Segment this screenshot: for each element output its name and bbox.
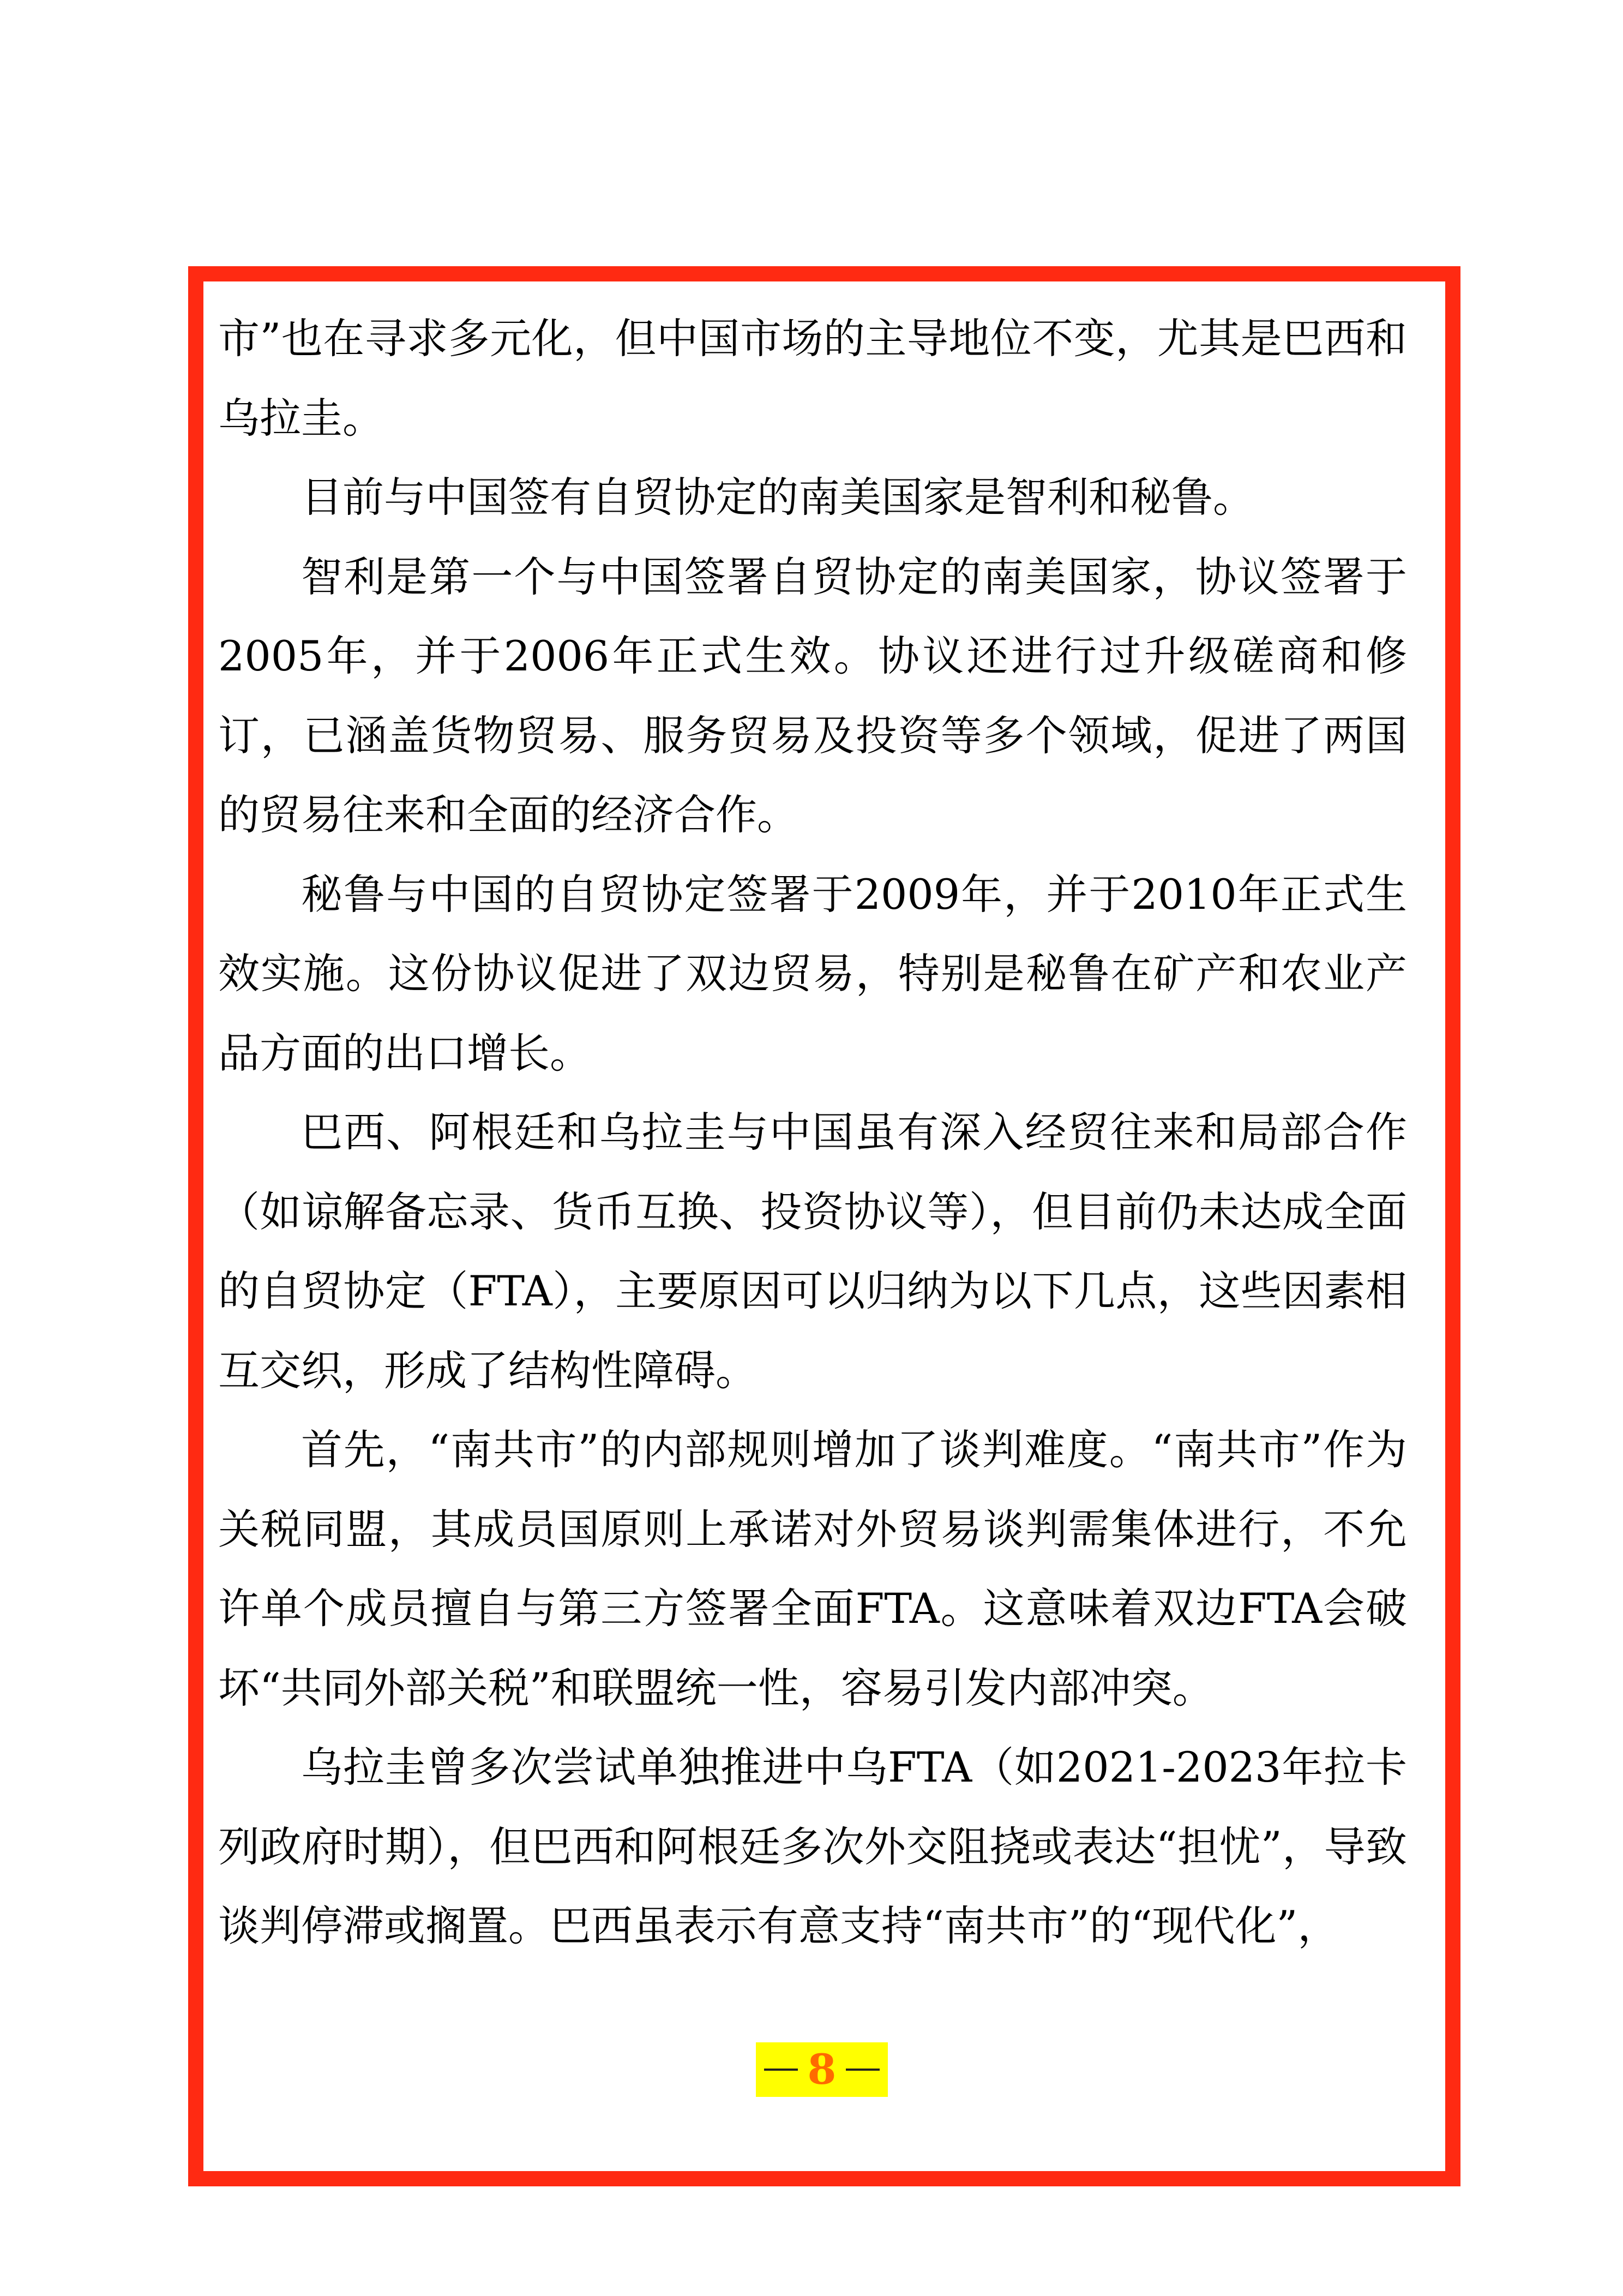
paragraph: 首先，“南共市”的内部规则增加了谈判难度。“南共市”作为关税同盟，其成员国原则上承诺对外贸易谈判需集体进行，不允许单个成员擅自与第三方签署全面FTA。这意味着双边FTA会破坏“共同外部关税”和联盟统一性，容易引发内部冲突。 [218,1425,1407,1712]
page-number: 8 [807,2045,837,2094]
paragraph: 秘鲁与中国的自贸协定签署于2009年，并于2010年正式生效实施。这份协议促进了双边贸易，特别是秘鲁在矿产和农业产品方面的出口增长。 [218,870,1407,1077]
paragraph-continuation: 市”也在寻求多元化，但中国市场的主导地位不变，尤其是巴西和乌拉圭。 [218,314,1407,442]
paragraph: 目前与中国签有自贸协定的南美国家是智利和秘鲁。 [301,473,1254,521]
page-number-right-dash [846,2069,880,2071]
page-number-left-dash [764,2069,798,2071]
paragraph: 智利是第一个与中国签署自贸协定的南美国家，协议签署于2005年，并于2006年正式生效。协议还进行过升级磋商和修订，已涵盖货物贸易、服务贸易及投资等多个领域，促进了两国的贸易往来和全面的经济合作。 [218,552,1407,839]
document-body [218,299,1407,1966]
paragraph: 巴西、阿根廷和乌拉圭与中国虽有深入经贸往来和局部合作（如谅解备忘录、货币互换、投资协议等），但目前仍未达成全面的自贸协定（FTA），主要原因可以归纳为以下几点，这些因素相互交织，形成了结构性障碍。 [218,1108,1407,1395]
paragraph: 乌拉圭曾多次尝试单独推进中乌FTA（如2021-2023年拉卡列政府时期），但巴西和阿根廷多次外交阻挠或表达“担忧”，导致谈判停滞或搁置。巴西虽表示有意支持“南共市”的“现代化”， [218,1743,1407,1950]
page-number-badge [756,2042,888,2097]
